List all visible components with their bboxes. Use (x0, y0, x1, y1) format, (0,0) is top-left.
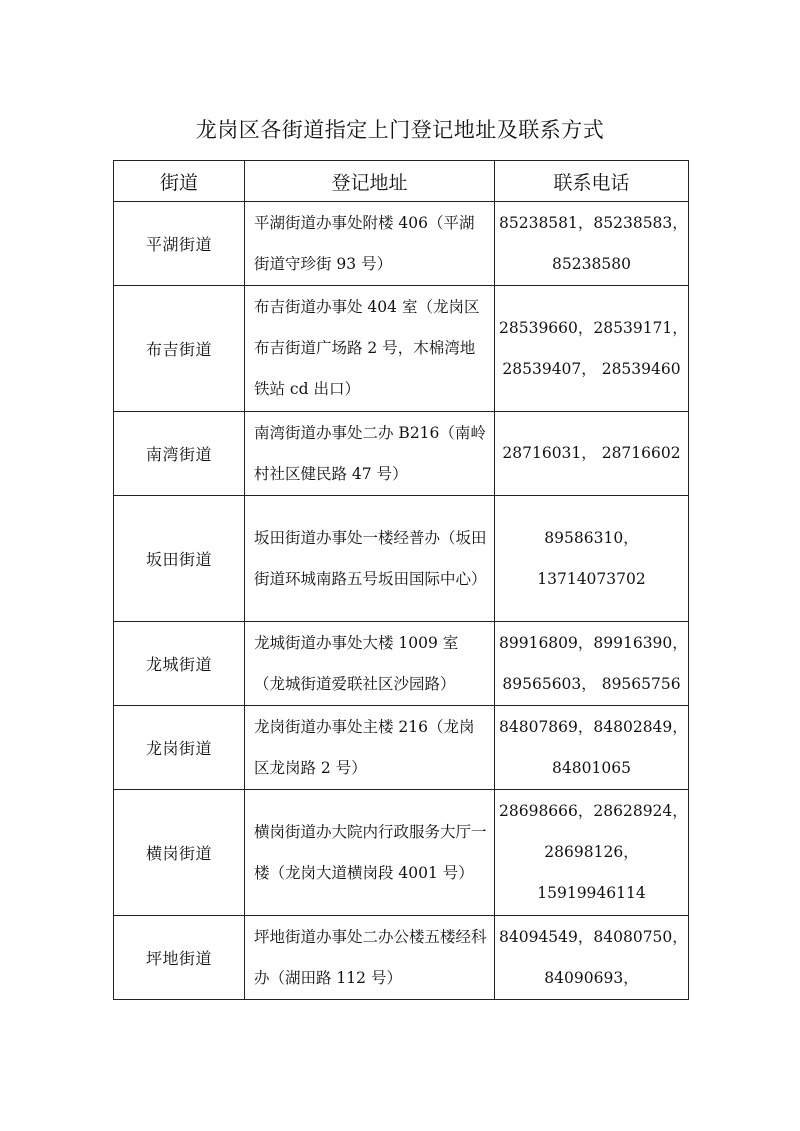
phone-cell (495, 286, 689, 412)
phone-number-line: 15919946114 (537, 884, 646, 902)
header-phone: 联系电话 (495, 161, 689, 202)
phone-number-line: 84807869，84802849， (499, 717, 688, 736)
phone-number-line: 84801065 (552, 758, 631, 777)
address-cell: 南湾街道办事处二办 B216（南岭村社区健民路 47 号） (245, 412, 495, 496)
street-cell: 坪地街道 (114, 916, 245, 1000)
table-header-row (114, 161, 689, 202)
table-row (114, 916, 689, 1000)
street-cell: 南湾街道 (114, 412, 245, 496)
phone-number-line: 28539407， 28539460 (502, 359, 681, 378)
street-cell: 坂田街道 (114, 496, 245, 622)
table-row (114, 412, 689, 496)
phone-cell (495, 706, 689, 790)
phone-cell (495, 622, 689, 706)
contact-table (113, 160, 689, 1000)
phone-number-line: 28698666，28628924， (499, 802, 688, 820)
table-row (114, 286, 689, 412)
phone-number-line: 28698126， (544, 843, 639, 861)
phone-number-line: 84090693， (544, 968, 639, 987)
street-cell: 龙城街道 (114, 622, 245, 706)
address-cell: 龙岗街道办事处主楼 216（龙岗区龙岗路 2 号） (245, 706, 495, 790)
phone-number-line: 85238580 (552, 254, 631, 273)
phone-cell (495, 202, 689, 286)
phone-number-line: 28716031， 28716602 (502, 444, 681, 462)
phone-number-line: 28539660，28539171， (499, 318, 688, 337)
phone-cell (495, 412, 689, 496)
address-cell: 坂田街道办事处一楼经普办（坂田街道环城南路五号坂田国际中心） (245, 496, 495, 622)
table-body (114, 202, 689, 1000)
address-cell: 坪地街道办事处二办公楼五楼经科办（湖田路 112 号） (245, 916, 495, 1000)
table-row (114, 496, 689, 622)
table-row (114, 622, 689, 706)
address-cell: 横岗街道办大院内行政服务大厅一楼（龙岗大道横岗段 4001 号） (245, 790, 495, 916)
street-cell: 平湖街道 (114, 202, 245, 286)
phone-cell (495, 496, 689, 622)
address-cell: 布吉街道办事处 404 室（龙岗区布吉街道广场路 2 号，木棉湾地铁站 cd 出口） (245, 286, 495, 412)
street-cell: 横岗街道 (114, 790, 245, 916)
phone-number-line: 89916809，89916390， (499, 633, 688, 652)
street-cell: 龙岗街道 (114, 706, 245, 790)
phone-number-line: 85238581，85238583， (499, 213, 688, 232)
phone-number-line: 89586310， (544, 528, 639, 547)
phone-number-line: 89565603， 89565756 (502, 674, 681, 693)
document-title: 龙岗区各街道指定上门登记地址及联系方式 (195, 118, 605, 142)
address-cell: 平湖街道办事处附楼 406（平湖街道守珍街 93 号） (245, 202, 495, 286)
header-address: 登记地址 (245, 161, 495, 202)
street-cell: 布吉街道 (114, 286, 245, 412)
phone-cell (495, 790, 689, 916)
phone-cell (495, 916, 689, 1000)
header-street: 街道 (114, 161, 245, 202)
phone-number-line: 84094549，84080750， (499, 927, 688, 946)
table-row (114, 706, 689, 790)
table-row (114, 790, 689, 916)
table-row (114, 202, 689, 286)
address-cell: 龙城街道办事处大楼 1009 室（龙城街道爱联社区沙园路） (245, 622, 495, 706)
phone-number-line: 13714073702 (537, 569, 646, 588)
